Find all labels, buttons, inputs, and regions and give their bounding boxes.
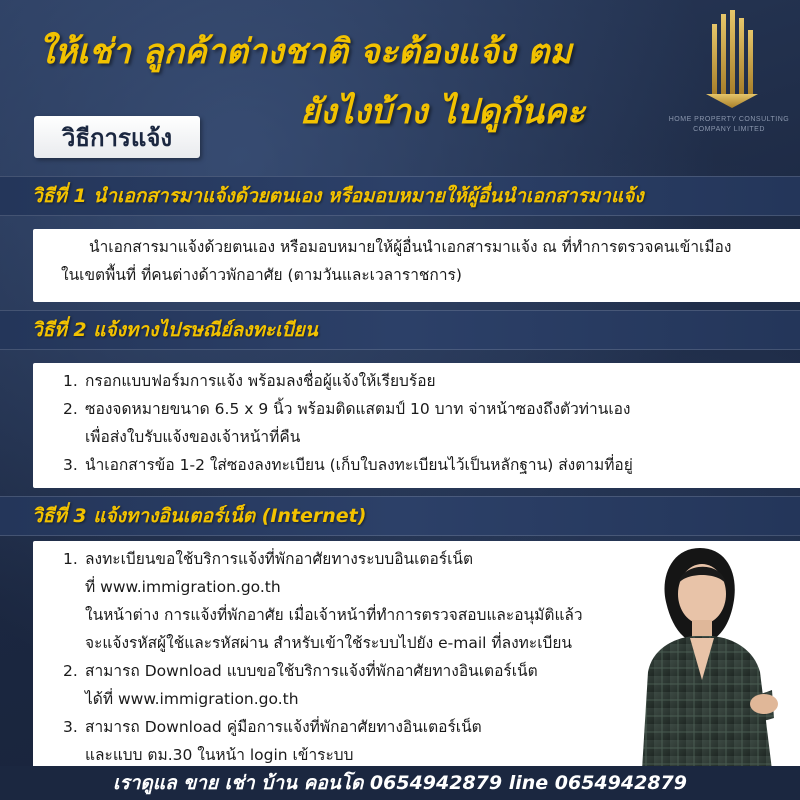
item-text: นำเอกสารข้อ 1-2 ใส่ซองลงทะเบียน (เก็บใบลงทะเบียนไว้เป็นหลักฐาน) ส่งตามที่อยู่ (85, 456, 633, 474)
item-text-continued: ในหน้าต่าง การแจ้งที่พักอาศัย เมื่อเจ้าหน้าที่ทำการตรวจสอบและอนุมัติแล้ว (85, 606, 583, 624)
item-number: 1. (63, 372, 78, 390)
item-text-continued: และแบบ ตม.30 ในหน้า login เข้าระบบ (85, 746, 354, 764)
item-number: 2. (63, 400, 78, 418)
headline-line-2: ยังไงบ้าง ไปดูกันคะ (300, 92, 585, 132)
agent-photo (622, 532, 800, 770)
method-1-title: วิธีที่ 1 นำเอกสารมาแจ้งด้วยตนเอง หรือมอบหมายให้ผู้อื่นนำเอกสารมาแจ้ง (0, 176, 800, 216)
logo-name-line-2: COMPANY LIMITED (693, 126, 765, 133)
method-2-title: วิธีที่ 2 แจ้งทางไปรษณีย์ลงทะเบียน (0, 310, 800, 350)
method-1-line-1: นำเอกสารมาแจ้งด้วยตนเอง หรือมอบหมายให้ผู้อื่นนำเอกสารมาแจ้ง ณ ที่ทำการตรวจคนเข้าเมือง (89, 238, 732, 256)
item-text: กรอกแบบฟอร์มการแจ้ง พร้อมลงชื่อผู้แจ้งให้เรียบร้อย (85, 372, 436, 390)
method-2-content (33, 363, 800, 488)
item-number: 1. (63, 550, 78, 568)
company-logo (666, 10, 792, 136)
list-item (63, 367, 800, 395)
footer-contact: เราดูแล ขาย เช่า บ้าน คอนโด 0654942879 line 0654942879 (0, 766, 800, 800)
method-1-line-2: ในเขตพื้นที่ ที่คนต่างด้าวพักอาศัย (ตามวันและเวลาราชการ) (61, 266, 462, 284)
item-number: 2. (63, 662, 78, 680)
item-text: ซองจดหมายขนาด 6.5 x 9 นิ้ว พร้อมติดแสตมป์ 10 บาท จ่าหน้าซองถึงตัวท่านเอง (85, 400, 631, 418)
method-tag: วิธีการแจ้ง (34, 116, 200, 158)
item-text: ลงทะเบียนขอใช้บริการแจ้งที่พักอาศัยทางระบบอินเตอร์เน็ต (85, 550, 474, 568)
item-number: 3. (63, 718, 78, 736)
item-text-continued: เพื่อส่งใบรับแจ้งของเจ้าหน้าที่คืน (85, 428, 301, 446)
item-number: 3. (63, 456, 78, 474)
website-link[interactable]: ที่ www.immigration.go.th (85, 578, 281, 596)
item-text-continued: จะแจ้งรหัสผู้ใช้และรหัสผ่าน สำหรับเข้าใช้ระบบไปยัง e-mail ที่ลงทะเบียน (85, 634, 573, 652)
building-logo-icon (666, 10, 792, 116)
item-text: สามารถ Download คู่มือการแจ้งที่พักอาศัยทางอินเตอร์เน็ต (85, 718, 482, 736)
logo-name-line-1: HOME PROPERTY CONSULTING (668, 116, 790, 123)
list-item (63, 395, 800, 423)
item-text: สามารถ Download แบบขอใช้บริการแจ้งที่พักอาศัยทางอินเตอร์เน็ต (85, 662, 538, 680)
method-3-title: วิธีที่ 3 แจ้งทางอินเตอร์เน็ต (Internet) (0, 496, 800, 536)
website-link[interactable]: ได้ที่ www.immigration.go.th (85, 690, 299, 708)
list-item (63, 451, 800, 479)
headline-line-1: ให้เช่า ลูกค้าต่างชาติ จะต้องแจ้ง ตม (38, 32, 572, 72)
method-1-content (33, 229, 800, 302)
